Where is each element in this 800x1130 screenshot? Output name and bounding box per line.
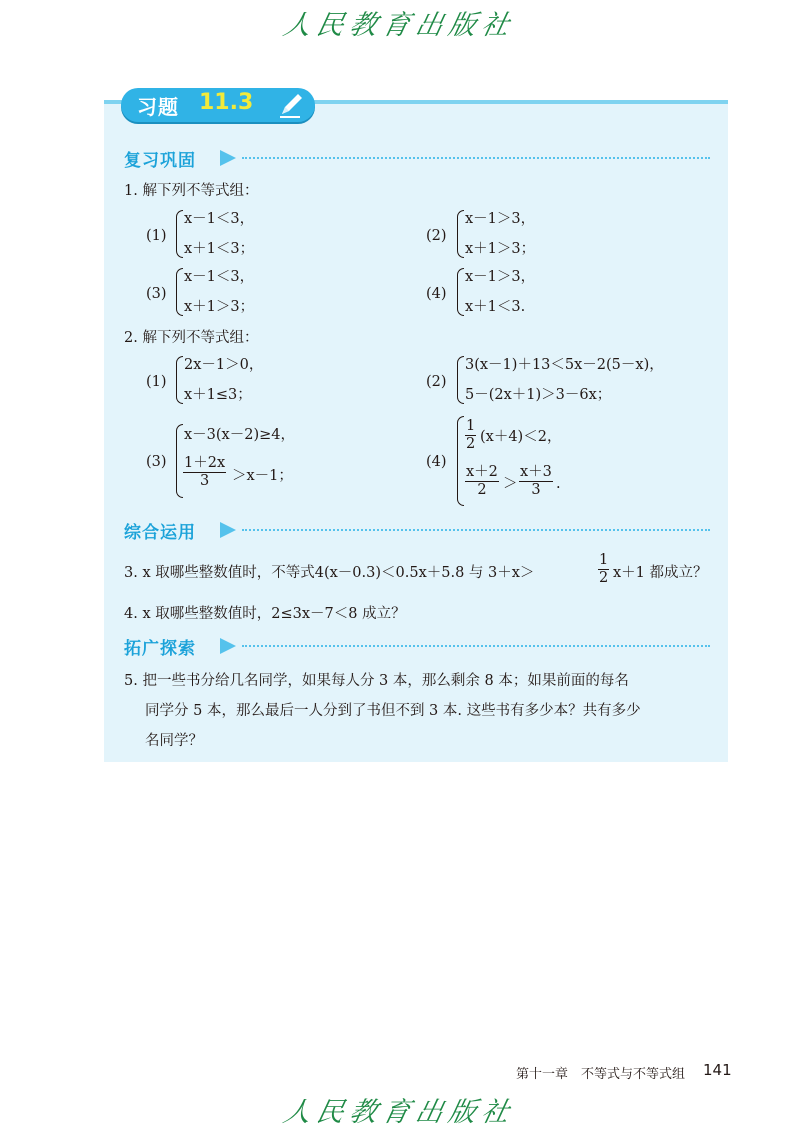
q1-item-1-line2: x＋1＜3； [184,241,255,257]
fraction-numerator: 1 [599,552,609,568]
q2-item-1-line2: x＋1≤3； [184,387,252,403]
q2-item-4-line1-rest: (x＋4)＜2， [480,429,562,445]
q1-item-1-label: (1) [146,228,167,244]
section-title: 拓广探索 [124,639,196,659]
triangle-arrow-icon [220,522,236,538]
fraction-denominator: 3 [531,481,541,498]
dotted-divider [242,645,710,647]
left-brace [457,268,464,316]
q1-item-2-label: (2) [426,228,447,244]
section-title: 复习巩固 [124,151,196,171]
section-review [124,146,710,170]
fraction-numerator: x＋2 [466,464,498,480]
fraction-numerator: 1＋2x [184,455,226,471]
publisher-watermark-bottom: 人民教育出版社 [280,1097,519,1128]
q1-item-3-line1: x－1＜3， [184,269,255,285]
question-3-fraction [598,552,609,586]
dotted-divider [242,529,710,531]
left-brace [176,210,183,258]
q2-item-4-fraction-c [519,464,553,498]
q1-item-4-line1: x－1＞3， [465,269,536,285]
section-title: 综合运用 [124,523,196,543]
question-4-text: 4. x 取哪些整数值时，2≤3x－7＜8 成立？ [124,606,406,622]
q1-item-3-label: (3) [146,286,167,302]
triangle-arrow-icon [220,150,236,166]
q1-item-2-line2: x＋1＞3； [465,241,536,257]
left-brace [176,268,183,316]
left-brace [176,356,183,404]
question-5-line-3: 名同学？ [145,733,203,749]
left-brace [457,210,464,258]
q1-item-1-line1: x－1＜3， [184,211,255,227]
pencil-icon [276,92,304,118]
q2-item-3-line2-rest: ＞x－1； [232,468,293,484]
exercise-number: 11.3 [199,90,254,115]
fraction-denominator: 3 [199,472,210,489]
q2-item-1-line1: 2x－1＞0， [184,357,264,373]
q2-item-1-label: (1) [146,374,167,390]
question-5-line-1: 5. 把一些书分给几名同学，如果每人分 3 本，那么剩余 8 本；如果前面的每名 [124,673,629,689]
q2-item-2-label: (2) [426,374,447,390]
triangle-arrow-icon [220,638,236,654]
q1-item-4-label: (4) [426,286,447,302]
fraction-denominator: 2 [466,435,476,452]
q1-item-3-line2: x＋1＞3； [184,299,255,315]
q2-item-4-fraction-b [465,464,499,498]
q2-item-4-label: (4) [426,454,447,470]
q2-item-4-line2-gt: ＞ [503,476,518,492]
q2-item-2-line2: 5－(2x＋1)＞3－6x； [465,387,612,403]
q2-item-3-line1: x－3(x－2)≥4， [184,427,295,443]
fraction-denominator: 2 [599,569,609,586]
q2-item-2-line1: 3(x－1)＋13＜5x－2(5－x)， [465,357,664,373]
q2-item-4-fraction-a [465,418,476,452]
question-1-stem: 1. 解下列不等式组： [124,183,259,199]
question-3-text-after: x＋1 都成立？ [613,565,708,581]
dotted-divider [242,157,710,159]
question-5-line-2: 同学分 5 本，那么最后一人分到了书但不到 3 本. 这些书有多少本？共有多少 [145,703,641,719]
left-brace [457,416,464,506]
exercise-title-label: 习题 [137,95,179,119]
left-brace [457,356,464,404]
section-apply [124,518,710,542]
fraction-numerator: x＋3 [520,464,552,480]
q1-item-4-line2: x＋1＜3. [465,299,526,315]
q2-item-4-line2-end: . [556,476,561,492]
publisher-watermark-top: 人民教育出版社 [280,10,519,41]
q2-item-3-label: (3) [146,454,167,470]
fraction-denominator: 2 [477,481,487,498]
question-3-text-before: 3. x 取哪些整数值时，不等式4(x－0.3)＜0.5x＋5.8 与 3＋x＞ [124,565,535,581]
chapter-footer: 第十一章 不等式与不等式组 [516,1067,686,1082]
q2-item-3-fraction [183,455,226,489]
question-2-stem: 2. 解下列不等式组： [124,330,259,346]
fraction-numerator: 1 [466,418,476,434]
left-brace [176,424,183,498]
q1-item-2-line1: x－1＞3， [465,211,536,227]
page-number: 141 [703,1061,732,1079]
exercise-title-badge [121,88,315,122]
section-explore [124,634,710,658]
